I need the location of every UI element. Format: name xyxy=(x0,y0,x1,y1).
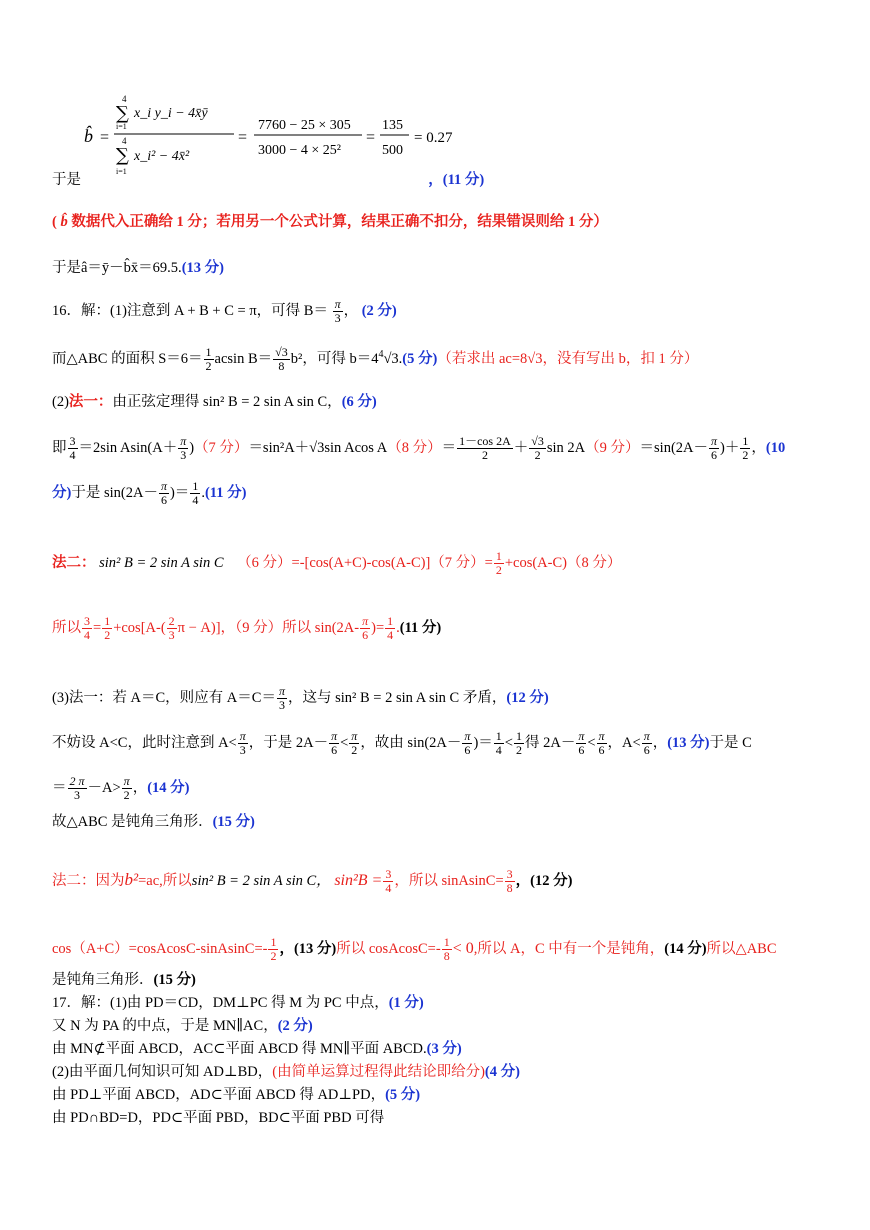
method1-line xyxy=(52,392,377,412)
fraction: $\frac{\pi}{3}$ xyxy=(334,297,341,325)
eq-3: = xyxy=(366,129,376,146)
text: sin² B = 2 sin A sin C xyxy=(99,554,224,571)
area-line xyxy=(52,345,698,373)
formula-svg xyxy=(84,92,484,182)
fraction: $\frac{1}{2}$ xyxy=(205,345,212,373)
bhat-formula xyxy=(84,92,484,182)
den-3: 500 xyxy=(382,143,403,158)
sup: 4 xyxy=(378,349,384,360)
line-yushi-1 xyxy=(52,170,484,190)
fraction: $\frac{√3}{8}$ xyxy=(275,345,288,373)
method2-derivation: 所以 $\frac{3}{4}$ = $\frac{1}{2}$ +cos[A-( $\frac{2}{3}$ π − A)]，（9 分）所以 sin(2A- $\frac{\pi}{6}$ )= $\frac{1}{4}$ .(11 分) xyxy=(52,614,442,642)
num-3: 135 xyxy=(382,118,403,133)
part3-method2-line1: 法二：因为b²=ac,所以sin² B = 2 sin A sin C， sin²B = $\frac{3}{4}$ ，所以 sinAsinC= $\frac{3}{8}$ ，(12 分) xyxy=(52,867,573,895)
method-label: 法一： xyxy=(68,394,113,410)
text: ( xyxy=(52,214,57,230)
score: (5 分) xyxy=(402,350,438,367)
q17-line1: 17．解：(1)由 PD＝CD，DM⊥PC 得 M 为 PC 中点，(1 分) xyxy=(52,995,424,1011)
text: （6 分）=-[cos(A+C)-cos(A-C)]（7 分）= xyxy=(237,554,493,571)
text: 数据代入正确给 1 分；若用另一个公式计算，结果正确不扣分，结果错误则给 1 分） xyxy=(71,214,608,230)
num-2: 7760 − 25 × 305 xyxy=(258,118,351,133)
text: 于是 xyxy=(52,172,81,188)
denominator-expr: x_i² − 4x̄² xyxy=(134,149,190,164)
part3-line2: 不妨设 A<C，此时注意到 A< $\frac{\pi}{3}$ ，于是 2A－ $\frac{\pi}{6}$ < $\frac{\pi}{2}$ ，故由 sin(2A－ $\frac{\pi}{6}$ )＝ $\frac{1}{4}$ < $\frac{1}{2}$ 得 2A－ $\frac{\pi}{6}$ < $\frac{\pi}{6}$ ，A< $\frac{\pi}{6}$ ，(13 分)于是 C xyxy=(52,729,752,757)
method1-conclusion: 分)于是 sin(2A－ $\frac{\pi}{6}$ )＝ $\frac{1}{4}$ .(11 分) xyxy=(52,479,247,507)
note: （若求出 ac=8√3，没有写出 b，扣 1 分） xyxy=(437,350,699,367)
text: 由正弦定理得 sin² B = 2 sin A sin C， xyxy=(112,394,342,410)
q17-line6: 由 PD∩BD=D，PD⊂平面 PBD，BD⊂平面 PBD 可得 xyxy=(52,1110,385,1126)
part3-method2-line2: cos（A+C）=cosAcosC-sinAsinC=- $\frac{1}{2}$ ，(13 分)所以 cosAcosC=- $\frac{1}{8}$ < 0,所以 A，C 中有一个是钝角，(14 分)所以△ABC xyxy=(52,935,777,963)
line-yushi-2 xyxy=(52,258,224,278)
sigma-num: ∑ xyxy=(116,103,129,124)
q17-line2: 又 N 为 PA 的中点，于是 MN∥AC，(2 分) xyxy=(52,1018,313,1034)
sigma-den: ∑ xyxy=(116,145,129,166)
bhat-glyph: b̂ xyxy=(60,214,68,230)
sum-bot-den: i=1 xyxy=(116,167,127,176)
sum-top-den: 4 xyxy=(122,136,127,146)
method-label: 法二： xyxy=(52,554,96,571)
text: b²，可得 b＝4 xyxy=(290,350,379,367)
method2-line: 法二： sin² B = 2 sin A sin C （6 分）=-[cos(A+C)-cos(A-C)]（7 分）= $\frac{1}{2}$ +cos(A-C)（8 分） xyxy=(52,549,622,577)
score: (6 分) xyxy=(341,394,377,410)
note-bhat xyxy=(52,212,608,232)
part3-method2-line3: 是钝角三角形．(15 分) xyxy=(52,972,196,988)
sum-top-num: 4 xyxy=(122,94,127,104)
text: 16．解：(1)注意到 A + B + C = π，可得 B＝ xyxy=(52,302,328,319)
text: (2) xyxy=(52,394,69,410)
den-2: 3000 − 4 × 25² xyxy=(258,143,341,158)
q16-line1: 16．解：(1)注意到 A + B + C = π，可得 B＝ $\frac{\pi}{3}$ ， (2 分) xyxy=(52,297,397,325)
q17-line5: 由 PD⊥平面 ABCD，AD⊂平面 ABCD 得 AD⊥PD，(5 分) xyxy=(52,1087,421,1103)
numerator-expr: x_i y_i − 4x̄ȳ xyxy=(134,106,208,121)
text: acsin B＝ xyxy=(214,350,273,367)
eq-1: = xyxy=(100,129,110,146)
score: (2 分) xyxy=(361,302,397,319)
q17-line3: 由 MN⊄平面 ABCD，AC⊂平面 ABCD 得 MN∥平面 ABCD.(3 分) xyxy=(52,1041,462,1057)
part3-line3: ＝ $\frac{2 \pi}{3}$ －A> $\frac{\pi}{2}$ ，(14 分) xyxy=(52,774,190,802)
sum-bot-num: i=1 xyxy=(116,122,127,131)
score: (13 分) xyxy=(181,260,224,276)
bhat-symbol: b̂ xyxy=(84,126,93,146)
eq-2: = xyxy=(238,129,248,146)
text: √3. xyxy=(383,350,403,367)
part3-line4: 故△ABC 是钝角三角形．(15 分) xyxy=(52,814,255,830)
part3-line1: (3)法一：若 A＝C，则应有 A＝C＝ $\frac{\pi}{3}$ ，这与 sin² B = 2 sin A sin C 矛盾，(12 分) xyxy=(52,684,549,712)
q17-line4: (2)由平面几何知识可知 AD⊥BD，(由简单运算过程得此结论即给分)(4 分) xyxy=(52,1064,520,1080)
score: ，(11 分) xyxy=(428,172,485,188)
method1-derivation: 即 $\frac{3}{4}$ ＝2sin Asin(A＋ $\frac{\pi}{3}$ )（7 分）＝sin²A＋√3sin Acos A（8 分）＝ $\frac{1-\cos 2A}{2}$ ＋ $\frac{√3}{2}$ sin 2A（9 分）＝sin(2A－ $\frac{\pi}{6}$ )＋ $\frac{1}{2}$ ，(10 xyxy=(52,434,786,462)
result: = 0.27 xyxy=(414,130,453,146)
text: 而△ABC 的面积 S＝6＝ xyxy=(52,350,203,367)
text: 于是â＝ȳ－b̂x̄＝69.5. xyxy=(52,260,182,276)
